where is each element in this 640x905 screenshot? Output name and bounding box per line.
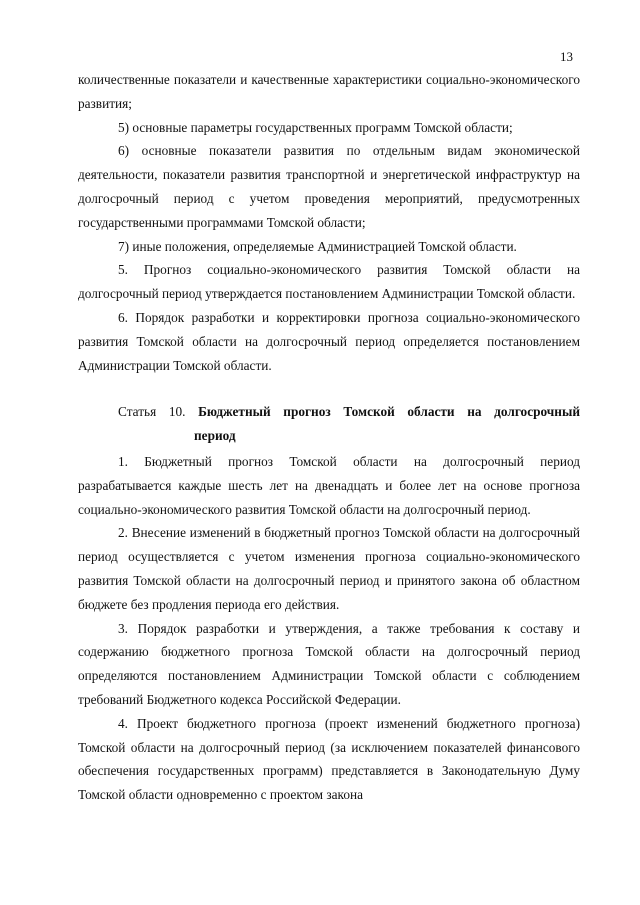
page-number: 13 <box>560 49 573 64</box>
paragraph: количественные показатели и качественные характеристики социально-экономического развития; <box>78 72 580 111</box>
paragraph: 6) основные показатели развития по отдельным видам экономической деятельности, показатели развития транспортной и энергетической инфраструктур на долгосрочный период с учетом проведения мероприятий, предусмотренных государственными программами Томской области; <box>78 143 580 230</box>
paragraph: 5. Прогноз социально-экономического развития Томской области на долгосрочный период утверждается постановлением Администрации Томской области. <box>78 262 580 302</box>
paragraph: 1. Бюджетный прогноз Томской области на долгосрочный период разрабатывается каждые шесть лет на двенадцать и более лет на основе прогноза социально-экономического развития Томской области на долгосрочный период. <box>78 453 580 517</box>
document-body <box>78 68 580 807</box>
article-heading-line <box>118 400 580 424</box>
paragraph: 4. Проект бюджетного прогноза (проект изменений бюджетного прогноза) Томской области на долгосрочный период (за исключением показателей финансового обеспечения государственных программ) представляется в Законодательную Думу Томской области одновременно с проектом закона <box>78 715 580 803</box>
paragraph: 6. Порядок разработки и корректировки прогноза социально-экономического развития Томской области на долгосрочный период определяется постановлением Администрации Томской области. <box>78 309 580 373</box>
paragraph: 2. Внесение изменений в бюджетный прогноз Томской области на долгосрочный период осуществляется с учетом изменения прогноза социально-экономического развития Томской области на долгосрочный период и принятого закона об областном бюджете без продления периода его действия. <box>78 525 580 612</box>
paragraph: 7) иные положения, определяемые Администрацией Томской области. <box>118 238 517 254</box>
paragraph: 5) основные параметры государственных программ Томской области; <box>118 119 513 135</box>
paragraph: 3. Порядок разработки и утверждения, а также требования к составу и содержанию бюджетного прогноза Томской области на долгосрочный период определяются постановлением Администрации Томской области с соблюдением требований Бюджетного кодекса Российской Федерации. <box>78 620 580 707</box>
article-label: Статья 10. <box>118 404 186 420</box>
article-title: Бюджетный прогноз Томской области на долгосрочный <box>198 404 580 420</box>
article-heading <box>78 400 580 448</box>
article-title-continued: период <box>194 428 236 444</box>
